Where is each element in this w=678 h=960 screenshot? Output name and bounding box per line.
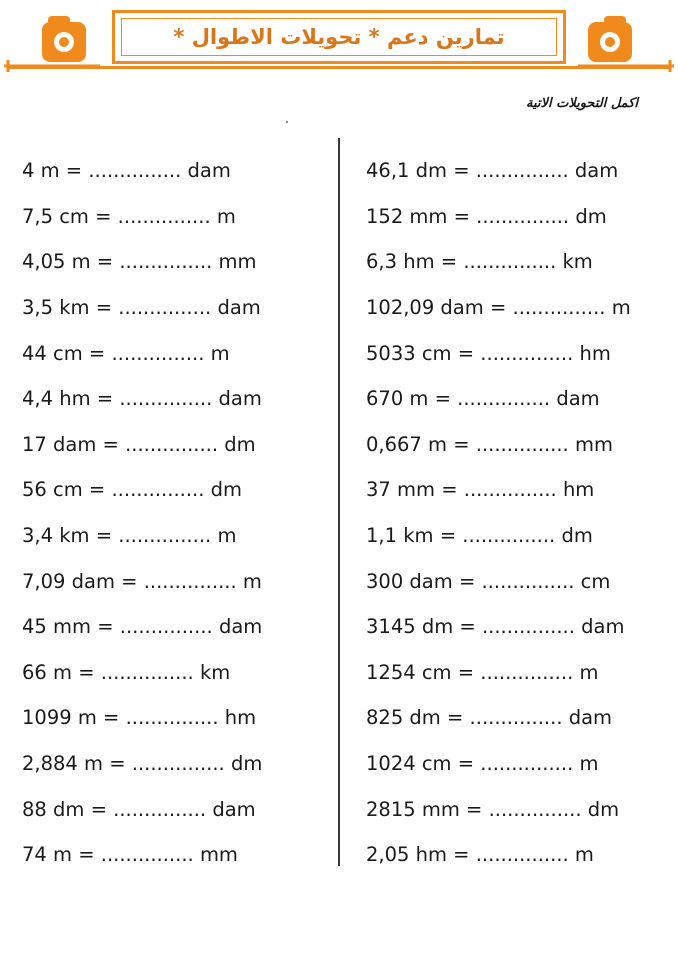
exercise-row: [22, 695, 322, 741]
target-unit: dm: [561, 524, 593, 548]
target-unit: dm: [224, 432, 256, 456]
exercise-row: [22, 194, 322, 240]
target-unit: dam: [556, 387, 600, 411]
answer-blank[interactable]: ...............: [118, 524, 212, 548]
answer-blank[interactable]: ...............: [143, 569, 237, 593]
exercise-expression: 5033 cm =: [366, 341, 475, 365]
target-unit: dm: [575, 204, 607, 228]
exercise-row: [22, 376, 322, 422]
target-unit: cm: [580, 569, 611, 593]
answer-blank[interactable]: ...............: [131, 752, 225, 776]
exercise-row: [22, 239, 322, 285]
exercise-row: [22, 786, 322, 832]
target-unit: dam: [218, 387, 262, 411]
header-rule: [8, 66, 670, 69]
exercise-row: [366, 148, 666, 194]
target-unit: dam: [217, 296, 261, 320]
exercise-row: [22, 741, 322, 787]
answer-blank[interactable]: ...............: [117, 204, 211, 228]
exercise-expression: 2815 mm =: [366, 797, 483, 821]
answer-blank[interactable]: ...............: [100, 843, 194, 867]
right-column: [366, 148, 666, 878]
exercise-row: [366, 285, 666, 331]
exercise-expression: 45 mm =: [22, 615, 114, 639]
exercise-expression: 1099 m =: [22, 706, 120, 730]
answer-blank[interactable]: ...............: [480, 660, 574, 684]
exercise-expression: 88 dm =: [22, 797, 107, 821]
exercise-expression: 66 m =: [22, 660, 95, 684]
instructions: اكمل التحويلات الاتية: [526, 96, 638, 111]
exercise-expression: 3,4 km =: [22, 524, 113, 548]
exercise-row: [22, 513, 322, 559]
exercise-row: [366, 376, 666, 422]
stray-dot: [286, 121, 288, 123]
target-unit: dm: [210, 478, 243, 502]
target-unit: hm: [579, 341, 611, 365]
target-unit: dam: [218, 615, 263, 639]
exercise-expression: 1024 cm =: [366, 752, 475, 776]
exercise-row: [366, 513, 666, 559]
answer-blank[interactable]: ...............: [481, 615, 575, 639]
exercise-expression: 102,09 dam =: [366, 296, 507, 320]
exercise-row: [22, 285, 322, 331]
camera-lens-icon: [4, 14, 100, 76]
exercise-expression: 3145 dm =: [366, 615, 476, 639]
answer-blank[interactable]: ...............: [488, 797, 582, 821]
exercise-expression: 4,4 hm =: [22, 387, 114, 411]
exercise-expression: 2,05 hm =: [366, 843, 470, 867]
exercise-row: [366, 786, 666, 832]
target-unit: hm: [562, 478, 595, 502]
answer-blank[interactable]: ...............: [119, 615, 213, 639]
target-unit: m: [242, 569, 262, 593]
exercise-expression: 17 dam =: [22, 432, 119, 456]
exercise-expression: 4 m =: [22, 159, 83, 183]
title-inner-border: [121, 18, 557, 56]
target-unit: m: [216, 204, 236, 228]
exercise-expression: 2,884 m =: [22, 752, 126, 776]
answer-blank[interactable]: ...............: [475, 843, 569, 867]
target-unit: dam: [574, 159, 619, 183]
exercise-expression: 1254 cm =: [366, 660, 475, 684]
target-unit: mm: [218, 250, 257, 274]
target-unit: m: [217, 524, 237, 548]
camera-lens-icon: [578, 14, 674, 76]
exercise-expression: 825 dm =: [366, 706, 464, 730]
exercise-row: [366, 604, 666, 650]
exercise-expression: 56 cm =: [22, 478, 106, 502]
exercise-expression: 6,3 hm =: [366, 250, 458, 274]
target-unit: mm: [199, 843, 238, 867]
exercise-row: [366, 239, 666, 285]
exercise-expression: 46,1 dm =: [366, 159, 470, 183]
exercise-row: [22, 422, 322, 468]
exercise-expression: 37 mm =: [366, 478, 458, 502]
answer-blank[interactable]: ...............: [119, 250, 213, 274]
target-unit: m: [579, 660, 599, 684]
target-unit: km: [562, 250, 593, 274]
exercise-row: [366, 832, 666, 878]
exercise-row: [22, 604, 322, 650]
exercise-expression: 152 mm =: [366, 204, 470, 228]
target-unit: m: [611, 296, 631, 320]
answer-blank[interactable]: ...............: [463, 250, 557, 274]
target-unit: dam: [187, 159, 231, 183]
exercise-row: [366, 422, 666, 468]
exercise-expression: 7,5 cm =: [22, 204, 112, 228]
exercise-expression: 44 cm =: [22, 341, 106, 365]
answer-blank[interactable]: ...............: [119, 387, 213, 411]
target-unit: m: [579, 752, 599, 776]
answer-blank[interactable]: ...............: [457, 387, 551, 411]
answer-blank[interactable]: ...............: [111, 341, 205, 365]
title-frame: [112, 10, 566, 64]
exercise-row: [22, 467, 322, 513]
answer-blank[interactable]: ...............: [475, 159, 569, 183]
exercise-row: [366, 558, 666, 604]
answer-blank[interactable]: ...............: [480, 341, 574, 365]
target-unit: dam: [581, 615, 625, 639]
exercise-expression: 670 m =: [366, 387, 451, 411]
exercise-expression: 3,5 km =: [22, 296, 113, 320]
answer-blank[interactable]: ...............: [469, 706, 563, 730]
answer-blank[interactable]: ...............: [111, 478, 205, 502]
answer-blank[interactable]: ...............: [113, 797, 207, 821]
answer-blank[interactable]: ...............: [463, 478, 557, 502]
answer-blank[interactable]: ...............: [88, 159, 182, 183]
target-unit: dam: [568, 706, 613, 730]
target-unit: km: [199, 660, 231, 684]
target-unit: dm: [587, 797, 620, 821]
answer-blank[interactable]: ...............: [100, 660, 194, 684]
exercise-row: [366, 467, 666, 513]
exercise-row: [366, 194, 666, 240]
answer-blank[interactable]: ...............: [481, 569, 575, 593]
target-unit: hm: [224, 706, 257, 730]
exercise-expression: 74 m =: [22, 843, 95, 867]
answer-blank[interactable]: ...............: [475, 432, 569, 456]
target-unit: m: [574, 843, 594, 867]
exercise-expression: 1,1 km =: [366, 524, 457, 548]
exercise-row: [22, 832, 322, 878]
answer-blank[interactable]: ...............: [512, 296, 606, 320]
exercise-row: [366, 695, 666, 741]
answer-blank[interactable]: ...............: [480, 752, 574, 776]
answer-blank[interactable]: ...............: [125, 706, 219, 730]
exercise-row: [22, 558, 322, 604]
answer-blank[interactable]: ...............: [462, 524, 556, 548]
exercise-row: [366, 650, 666, 696]
page-title: تمارين دعم * تحويلات الاطوال *: [173, 25, 505, 49]
answer-blank[interactable]: ...............: [118, 296, 212, 320]
exercise-row: [22, 650, 322, 696]
exercise-expression: 7,09 dam =: [22, 569, 138, 593]
column-divider: [338, 138, 340, 866]
target-unit: dm: [230, 752, 263, 776]
exercise-expression: 4,05 m =: [22, 250, 114, 274]
target-unit: mm: [574, 432, 613, 456]
exercise-row: [366, 330, 666, 376]
target-unit: dam: [212, 797, 256, 821]
answer-blank[interactable]: ...............: [476, 204, 570, 228]
left-column: [22, 148, 322, 878]
exercise-expression: 300 dam =: [366, 569, 476, 593]
exercise-row: [22, 330, 322, 376]
exercise-expression: 0,667 m =: [366, 432, 470, 456]
exercise-row: [22, 148, 322, 194]
target-unit: m: [210, 341, 230, 365]
exercise-row: [366, 741, 666, 787]
answer-blank[interactable]: ...............: [125, 432, 219, 456]
